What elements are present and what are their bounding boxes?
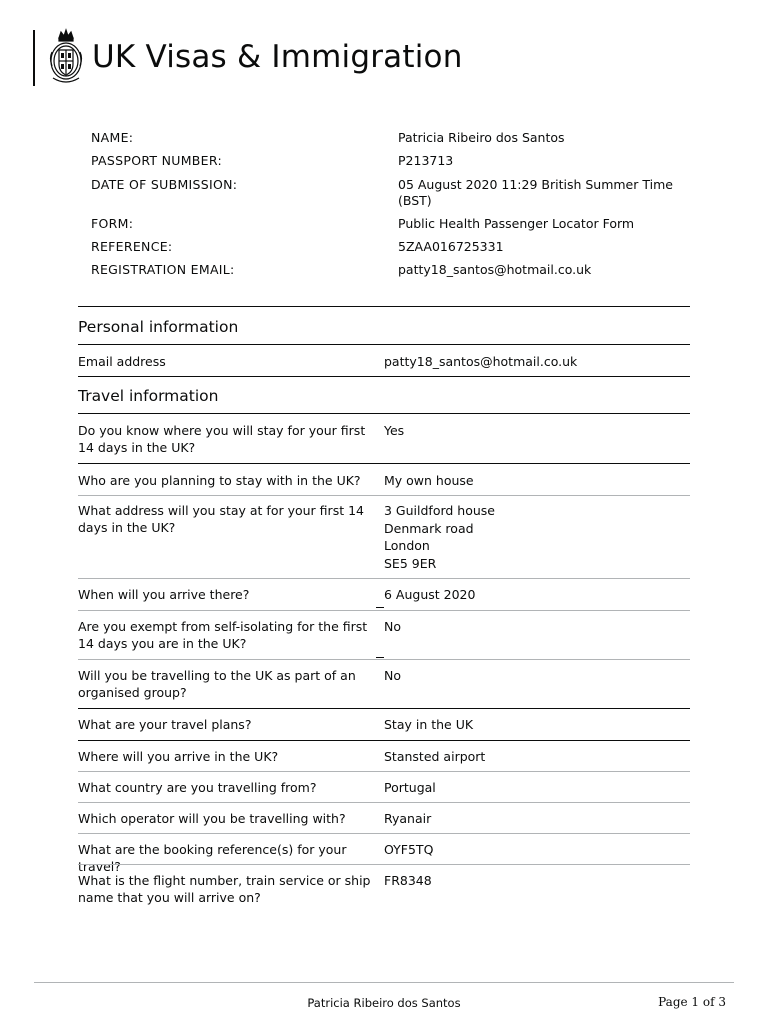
row-marker xyxy=(376,607,384,608)
summary-label: REFERENCE: xyxy=(91,239,173,254)
section-title-personal: Personal information xyxy=(78,318,239,336)
answer: FR8348 xyxy=(384,873,432,888)
question: Email address xyxy=(78,354,166,369)
row-divider xyxy=(78,578,690,579)
row-marker xyxy=(376,657,384,658)
question: What country are you travelling from? xyxy=(78,780,317,795)
summary-value: patty18_santos@hotmail.co.uk xyxy=(398,262,592,277)
question: Who are you planning to stay with in the UK? xyxy=(78,473,361,488)
row-divider xyxy=(78,495,690,496)
summary-label: DATE OF SUBMISSION: xyxy=(91,177,238,192)
answer: My own house xyxy=(384,473,474,488)
section-divider xyxy=(78,344,690,345)
answer: patty18_santos@hotmail.co.uk xyxy=(384,354,578,369)
section-divider xyxy=(78,376,690,377)
row-divider xyxy=(78,864,690,865)
question: What are the booking reference(s) for your travel? xyxy=(78,842,347,874)
answer: 6 August 2020 xyxy=(384,587,476,602)
footer-divider xyxy=(34,982,734,983)
header-divider xyxy=(33,30,35,86)
summary-value: Public Health Passenger Locator Form xyxy=(398,216,635,231)
question: Where will you arrive in the UK? xyxy=(78,749,279,764)
summary-value: Patricia Ribeiro dos Santos xyxy=(398,130,565,145)
brand-title: UK Visas & Immigration xyxy=(92,39,463,75)
answer-address xyxy=(384,502,684,572)
row-divider xyxy=(78,610,690,611)
answer: Portugal xyxy=(384,780,436,795)
footer-applicant-name: Patricia Ribeiro dos Santos xyxy=(307,996,461,1010)
question: When will you arrive there? xyxy=(78,587,250,602)
address-line-3: London xyxy=(384,538,430,553)
row-divider xyxy=(78,463,690,464)
answer: Yes xyxy=(384,423,405,438)
row-divider xyxy=(78,708,690,709)
address-line-1: 3 Guildford house xyxy=(384,503,495,518)
row-divider xyxy=(78,740,690,741)
summary-label: NAME: xyxy=(91,130,134,145)
answer: Ryanair xyxy=(384,811,432,826)
address-line-4: SE5 9ER xyxy=(384,555,437,571)
royal-crest-logo xyxy=(47,28,85,88)
row-divider xyxy=(78,659,690,660)
summary-value: 05 August 2020 11:29 British Summer Time (BST) xyxy=(398,177,673,208)
section-divider xyxy=(78,413,690,414)
row-divider xyxy=(78,802,690,803)
answer: No xyxy=(384,668,401,683)
question: What are your travel plans? xyxy=(78,717,252,732)
question: What address will you stay at for your first 14 days in the UK? xyxy=(78,503,364,535)
answer: Stay in the UK xyxy=(384,717,474,732)
summary-value: 5ZAA016725331 xyxy=(398,239,504,254)
question: Which operator will you be travelling with? xyxy=(78,811,346,826)
answer: OYF5TQ xyxy=(384,842,434,857)
row-divider xyxy=(78,771,690,772)
summary-value: P213713 xyxy=(398,153,454,168)
answer: No xyxy=(384,619,401,634)
summary-label: REGISTRATION EMAIL: xyxy=(91,262,235,277)
question: Are you exempt from self-isolating for the first 14 days you are in the UK? xyxy=(78,619,368,651)
question: Do you know where you will stay for your first 14 days in the UK? xyxy=(78,423,366,455)
summary-label: FORM: xyxy=(91,216,134,231)
summary-label: PASSPORT NUMBER: xyxy=(91,153,222,168)
row-divider xyxy=(78,833,690,834)
answer: Stansted airport xyxy=(384,749,486,764)
question: What is the flight number, train service or ship name that you will arrive on? xyxy=(78,873,371,905)
section-title-travel: Travel information xyxy=(78,387,219,405)
page-number: Page 1 of 3 xyxy=(658,995,726,1009)
question: Will you be travelling to the UK as part of an organised group? xyxy=(78,668,356,700)
address-line-2: Denmark road xyxy=(384,520,474,536)
section-divider xyxy=(78,306,690,307)
